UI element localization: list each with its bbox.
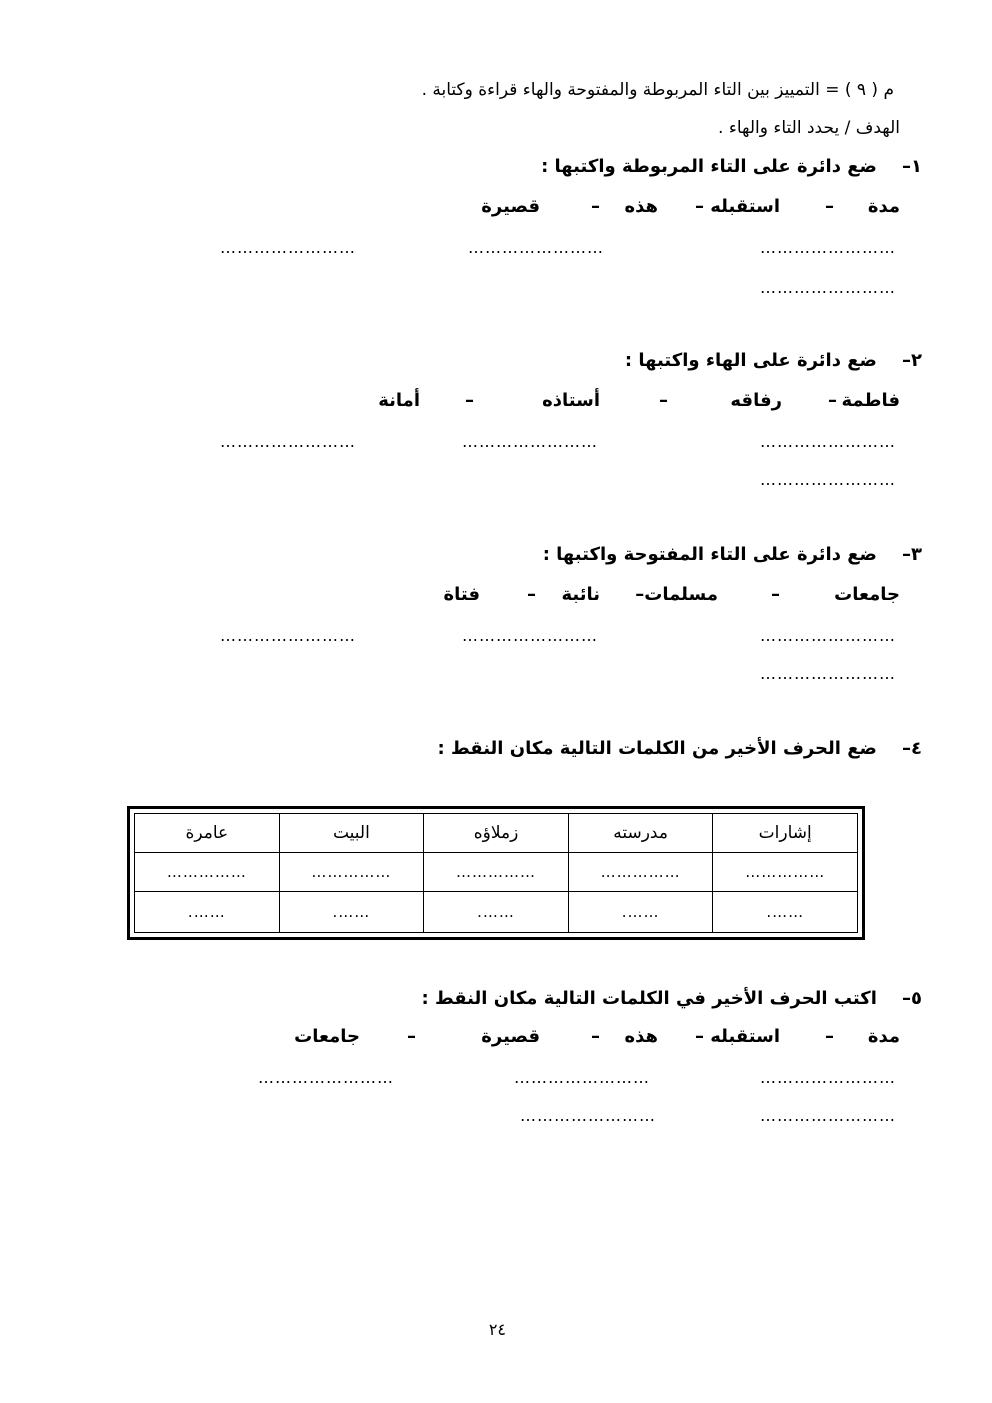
q2-answer-blank[interactable]: ……………………	[760, 470, 896, 489]
q2-separator: –	[465, 390, 474, 411]
q1-word: مدة	[867, 196, 900, 217]
q1-answer-blank[interactable]: ……………………	[760, 278, 896, 297]
q3-answer-blank[interactable]: ……………………	[760, 664, 896, 683]
q5-answer-blank[interactable]: ……………………	[760, 1068, 896, 1087]
q5-separator: –	[591, 1026, 600, 1047]
q4-table-header: مدرسته	[568, 814, 713, 853]
q5-heading	[421, 990, 922, 1008]
q1-word: استقبله –	[694, 196, 780, 217]
q3-separator: –	[771, 584, 780, 605]
q3-word: جامعات	[834, 584, 900, 605]
q4-table-cell-blank[interactable]: ……………	[424, 853, 569, 892]
q2-separator: –	[659, 390, 668, 411]
q4-table-cell-blank[interactable]: ……………	[568, 853, 713, 892]
q3-word: فتاة	[443, 584, 480, 605]
q4-table-header: إشارات	[713, 814, 858, 853]
q5-answer-blank[interactable]: ……………………	[258, 1068, 394, 1087]
q5-word: قصيرة	[481, 1026, 540, 1047]
q1-word-list	[0, 198, 992, 222]
q2-number: ٢–	[902, 350, 922, 371]
q5-word: استقبله –	[694, 1026, 780, 1047]
q1-instruction: ضع دائرة على التاء المربوطة واكتبها :	[541, 156, 877, 177]
lesson-title: م ( ٩ ) = التمييز بين التاء المربوطة والمفتوحة والهاء قراءة وكتابة .	[421, 80, 894, 100]
q2-separator: –	[828, 390, 837, 411]
q3-answer-blank[interactable]: ……………………	[760, 626, 896, 645]
q3-word: نائبة	[561, 584, 600, 605]
q5-answer-blank[interactable]: ……………………	[760, 1106, 896, 1125]
q1-word: هذه	[624, 196, 658, 217]
q4-table-header: زملاؤه	[424, 814, 569, 853]
q3-answer-blank[interactable]: ……………………	[462, 626, 598, 645]
q4-number: ٤–	[902, 738, 922, 759]
q3-word-list	[0, 586, 992, 610]
q4-table-cell-letter-blank[interactable]: …….	[279, 892, 424, 933]
q4-table-cell-blank[interactable]: ……………	[135, 853, 280, 892]
q3-number: ٣–	[902, 544, 922, 565]
q2-heading	[625, 352, 922, 370]
q4-table-header-row	[135, 814, 858, 853]
q5-word: هذه	[624, 1026, 658, 1047]
q1-word: قصيرة	[481, 196, 540, 217]
q4-heading	[438, 740, 923, 758]
q3-word: مسلمات–	[635, 584, 718, 605]
q2-word: أستاذه	[542, 390, 600, 411]
q2-instruction: ضع دائرة على الهاء واكتبها :	[624, 350, 877, 371]
q5-number: ٥–	[902, 988, 922, 1009]
q1-answer-blank[interactable]: ……………………	[220, 238, 356, 257]
q2-answer-blank[interactable]: ……………………	[760, 432, 896, 451]
q5-separator: –	[825, 1026, 834, 1047]
q1-answer-blank[interactable]: ……………………	[760, 238, 896, 257]
q5-word: جامعات	[294, 1026, 360, 1047]
q4-table	[134, 813, 858, 933]
q5-word-list	[0, 1028, 992, 1052]
q1-answer-blank[interactable]: ……………………	[468, 238, 604, 257]
q4-table-row	[135, 853, 858, 892]
q4-table-header: البيت	[279, 814, 424, 853]
q4-table-row	[135, 892, 858, 933]
q4-table-cell-letter-blank[interactable]: …….	[424, 892, 569, 933]
q4-table-cell-letter-blank[interactable]: …….	[713, 892, 858, 933]
q2-word: رفاقه	[730, 390, 782, 411]
q5-instruction: اكتب الحرف الأخير في الكلمات التالية مكان النقط :	[421, 988, 877, 1009]
q2-word: فاطمة	[841, 390, 900, 411]
q4-table-cell-blank[interactable]: ……………	[279, 853, 424, 892]
q3-answer-blank[interactable]: ……………………	[220, 626, 356, 645]
q1-heading	[541, 158, 922, 176]
q4-table-cell-letter-blank[interactable]: …….	[568, 892, 713, 933]
q4-table-cell-letter-blank[interactable]: …….	[135, 892, 280, 933]
q1-number: ١–	[902, 156, 922, 177]
lesson-goal: الهدف / يحدد التاء والهاء .	[718, 118, 900, 138]
q5-answer-blank[interactable]: ……………………	[520, 1106, 656, 1125]
q2-answer-blank[interactable]: ……………………	[462, 432, 598, 451]
q3-instruction: ضع دائرة على التاء المفتوحة واكتبها :	[542, 544, 877, 565]
q4-table-header: عامرة	[135, 814, 280, 853]
q2-word: أمانة	[378, 390, 420, 411]
q4-table-frame	[127, 806, 865, 940]
q5-separator: –	[407, 1026, 416, 1047]
q3-separator: –	[527, 584, 536, 605]
q5-word: مدة	[867, 1026, 900, 1047]
q5-answer-blank[interactable]: ……………………	[514, 1068, 650, 1087]
q4-table-cell-blank[interactable]: ……………	[713, 853, 858, 892]
q1-separator: –	[591, 196, 600, 217]
q2-answer-blank[interactable]: ……………………	[220, 432, 356, 451]
q1-separator: –	[825, 196, 834, 217]
q3-heading	[543, 546, 922, 564]
q4-instruction: ضع الحرف الأخير من الكلمات التالية مكان النقط :	[437, 738, 877, 759]
page-number: ٢٤	[488, 1320, 506, 1339]
q2-word-list	[0, 392, 992, 416]
